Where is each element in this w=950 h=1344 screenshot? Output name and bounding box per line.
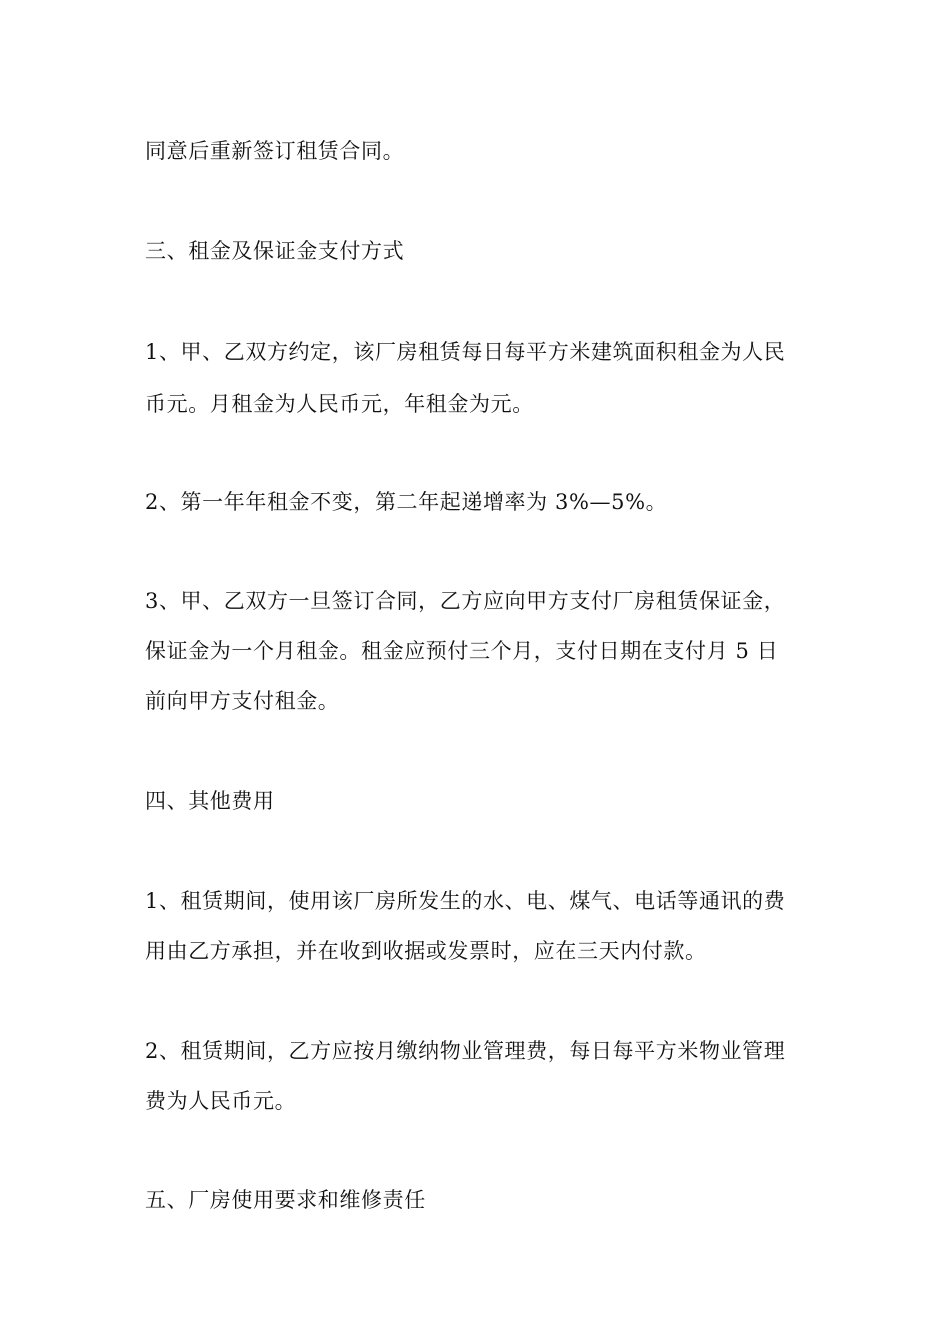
paragraph-line: 用由乙方承担，并在收到收据或发票时，应在三天内付款。 <box>145 939 707 963</box>
paragraph-line: 1、甲、乙双方约定，该厂房租赁每日每平方米建筑面积租金为人民 <box>145 340 786 364</box>
paragraph-line: 费为人民币元。 <box>145 1089 297 1113</box>
section-heading: 四、其他费用 <box>145 789 275 813</box>
paragraph-line: 保证金为一个月租金。租金应预付三个月，支付日期在支付月 5 日 <box>145 639 779 663</box>
paragraph-line: 币元。月租金为人民币元，年租金为元。 <box>145 392 534 416</box>
paragraph-line: 1、租赁期间，使用该厂房所发生的水、电、煤气、电话等通讯的费 <box>145 889 786 913</box>
paragraph-line: 2、租赁期间，乙方应按月缴纳物业管理费，每日每平方米物业管理 <box>145 1039 786 1063</box>
paragraph-line: 同意后重新签订租赁合同。 <box>145 139 405 163</box>
section-heading: 五、厂房使用要求和维修责任 <box>145 1188 426 1212</box>
paragraph-line: 2、第一年年租金不变，第二年起递增率为 3%—5%。 <box>145 490 668 514</box>
section-heading: 三、租金及保证金支付方式 <box>145 239 405 263</box>
paragraph-line: 前向甲方支付租金。 <box>145 689 340 713</box>
paragraph-line: 3、甲、乙双方一旦签订合同，乙方应向甲方支付厂房租赁保证金， <box>145 589 786 613</box>
